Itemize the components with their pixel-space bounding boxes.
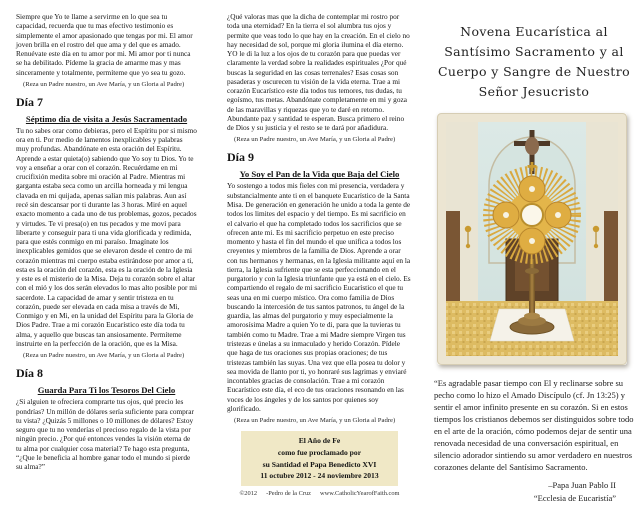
year-box-line: El Año de Fe — [298, 436, 341, 446]
novena-title: Novena Eucarística al Santísimo Sacramento y al Cuerpo y Sangre de Nuestro Señor Jesucristo — [437, 24, 631, 99]
day7-heading: Séptimo día de visita a Jesús Sacramentado — [25, 113, 188, 124]
photo-scene — [446, 122, 618, 356]
copyright-text: ©2012 — [239, 490, 258, 498]
attribution-source: “Ecclesia de Eucaristía” — [533, 492, 616, 503]
day8-label: Día 8 — [16, 366, 43, 381]
author-text: -Pedro de la Cruz — [266, 490, 311, 498]
quote-attribution — [434, 479, 634, 505]
monstrance-photo — [437, 113, 627, 365]
day8-body: ¿Si alguien te ofreciera comprarte tus ojos, qué precio les pondrías? Un millón de dólares sería suficiente para comprar tu vista? ¿Quizás 5 millones o 10 millones de dólares? Estoy seguro que tu no venderías el precioso regalo de la vista por ningún precio. ¿Por qué entonces vendes la visión eterna de tu alma por cualquier cosa material? Te hago esta pregunta, “¿Que le beneficia al hombre ganar todo el mundo si pierde su alma?” — [16, 397, 194, 472]
year-box-line: como fue proclamado por — [277, 447, 362, 457]
prayer-line: (Reza un Padre nuestro, un Ave María, y un Gloria al Padre) — [234, 136, 396, 144]
day9-label: Día 9 — [227, 150, 254, 165]
day9-body: Yo sostengo a todos mis fieles con mi presencia, verdadera y substancialmente ante ti en el banquete Eucarístico de la Santa Misa. De generación en generación he unido a toda la gente de todos los limites del espacio y del tiempo. Es mi sacrificio en el calvario el que ha completado todos los sacrificios que se ofrecen ante mi. Es mi sacrificio perpetuo en este preciso momento y hasta el fin del mundo el que unifica a todos los creyentes y miembros de la familia de Dios. Aprende a orar con tus hermanos y hermanas, en la Iglesia militante aquí en la tierra, la Iglesia sufriente que se esta perfeccionando en el purgatorio y con la Iglesia triunfante que ya está en el cielo. Es compartiendo el regalo de mi sacrificio Eucarístico el que tu seas una en mi cuerpo místico. Ora como familia de Dios buscando la intercesión de tus santos patronos, tu ángel de la guardia, las almas del purgatorio y muy especialmente la amorosísima Madre a quien Yo te di, para que la tuvieras tu también como tu Madre. Trae a mi Madre siempre Virgen tus tristezas e únelas a su inmaculado y herido Corazón. Pídele que haga de tus oraciones sus propias oraciones; de tus tristezas también las suyas. Una vez que ella posea tu dolor y sea movida de llanto por ti, yo honraré sus lagrimas y enviaré incontables gracias de consolación. Trae a mi corazón Eucarístico este día, el eco de tus oraciones resonando en las voces de los ángeles y de los santos por quienes soy glorificado. — [227, 181, 411, 413]
day7-body: Tu no sabes orar como debieras, pero el Espíritu por si mismo ora en ti. Por medio de lamentos inexplicables y palabras muy profundas. Abandónate en esta oración del Espíritu. Aprende a estar quieta(o) sabiendo que Yo soy tu Dios. Yo te voy a enseñar a orar con el corazón. Recuérdame en mi crucifixión medita sobre mi oración al Padre. Mientras mi garganta estaba seca como un arcilla horneada y mi lengua clavada en mi quijada, apenas salían mis palabras. Aun así recé sin descansar por ti durante las 3 horas. Miré en aquel exacto momento a cada uno de tus problemas, gozos, pecados y virtudes. Te vi presa(o) en tus pecados y me moví para liberarte y conseguir para ti una vida glorificada y redimida, para que estés conmigo en mi paraíso. Imagínate los inexplicables gemidos que se elevaron desde el centro de mi corazón mientras mi cuerpo estaba estirándose por amor a ti, esta es la oración del corazón, esta es la oración de la Iglesia y este es el misterio de la Misa. Deja tu corazón sobre el altar con el mió y los dos serán elevados lo mas alto posible por mi sacerdote. La capacidad de amar y sentir tristeza en tu corazón, puede ser elevada en cada misa a través de Mi, Conmigo y en Mi, en la unidad del Espíritu para la Gloria de Dios Padre. Trae a mi corazón Eucarístico este día toda tu alma, y aquello que buscas tan ansiosamente. Permíteme instruirte en la perfección de la oración, que es la Misa. — [16, 125, 197, 348]
day8-continued-paragraph: ¿Qué valoras mas que la dicha de contemplar mi rostro por toda una eternidad? En la tierra el sol alumbra tus ojos y permite que veas todo lo que hay en la creación. En el cielo no hay necesidad de sol, porque mi gloria ilumina el día eterno. YO le di la luz a los ojos de tu corazón para que puedas ver claramente la verdad sobre la realidades espirituales ¿Por qué buscas la seguridad en las cosas terrenales? Esas cosas son pasaderas y oscurecen tu visión de la vida eterna. Trae a mi corazón Eucarístico este día todos tus temores, tus dudas, tu egoísmo, tus metas. Abandónate completamente en mi y goza de las maravillas y riquezas que yo te daré en retorno. Abundante paz y santidad te esperan. Busca primero el reino de Dios y su justicia y el resto se te dará por añadidura. — [227, 12, 410, 133]
right-column — [434, 20, 634, 505]
pope-quote: “Es agradable pasar tiempo con El y reclinarse sobre su pecho como lo hizo el Amado Discípulo (cf. Jn 13:25) y sentir el amor infinito presente en su corazón. Si en estos tiempos los cristianos debemos ser distinguidos sobre todo en el arte de la oración, cómo podemos dejar de sentir una renovada necesidad de una conversación espiritual, en silencio adorador sintiendo su amor verdadero en nuestros corazones delante del Santísimo Sacramento. — [434, 378, 634, 473]
year-of-faith-box — [241, 431, 398, 486]
middle-column — [227, 12, 412, 497]
day7-label: Día 7 — [16, 94, 43, 109]
prayer-line: (Reza un Padre nuestro, un Ave María, y un Gloria al Padre) — [23, 80, 185, 88]
left-column — [16, 12, 197, 475]
day9-heading: Yo Soy el Pan de la Vida que Baja del Cielo — [239, 169, 400, 180]
website-text: www.CatholicYearofFaith.com — [320, 490, 400, 498]
prayer-line: (Reza un Padre nuestro, un Ave María, y un Gloria al Padre) — [23, 352, 185, 360]
prayer-line: (Reza un Padre nuestro, un Ave María, y un Gloria al Padre) — [234, 417, 396, 425]
attribution-name: –Papa Juan Pablo II — [548, 479, 616, 490]
copyright-line — [227, 490, 412, 497]
day6-closing-paragraph: Siempre que Yo te llame a servirme en lo que sea tu capacidad, recuerda que tu mas efectivo testimonio es simplemente el amor apasionado que tengas por mi. El amor joven brilla en el rostro del que ama y del que es amado. Renuévate este día en tu amor por mi. Mi amor por ti nunca se ha debilitado. Pídeme la gracia de amarme mas y mas sinceramente y totalmente, permíteme que yo sea tu gozo. — [16, 12, 193, 77]
monstrance-illustration — [437, 113, 627, 365]
day8-heading: Guarda Para Ti los Tesoros Del Cielo — [37, 385, 176, 396]
year-box-line: su Santidad el Papa Benedicto XVI — [262, 459, 377, 469]
year-box-line: 11 octubre 2012 - 24 noviembre 2013 — [260, 471, 379, 481]
